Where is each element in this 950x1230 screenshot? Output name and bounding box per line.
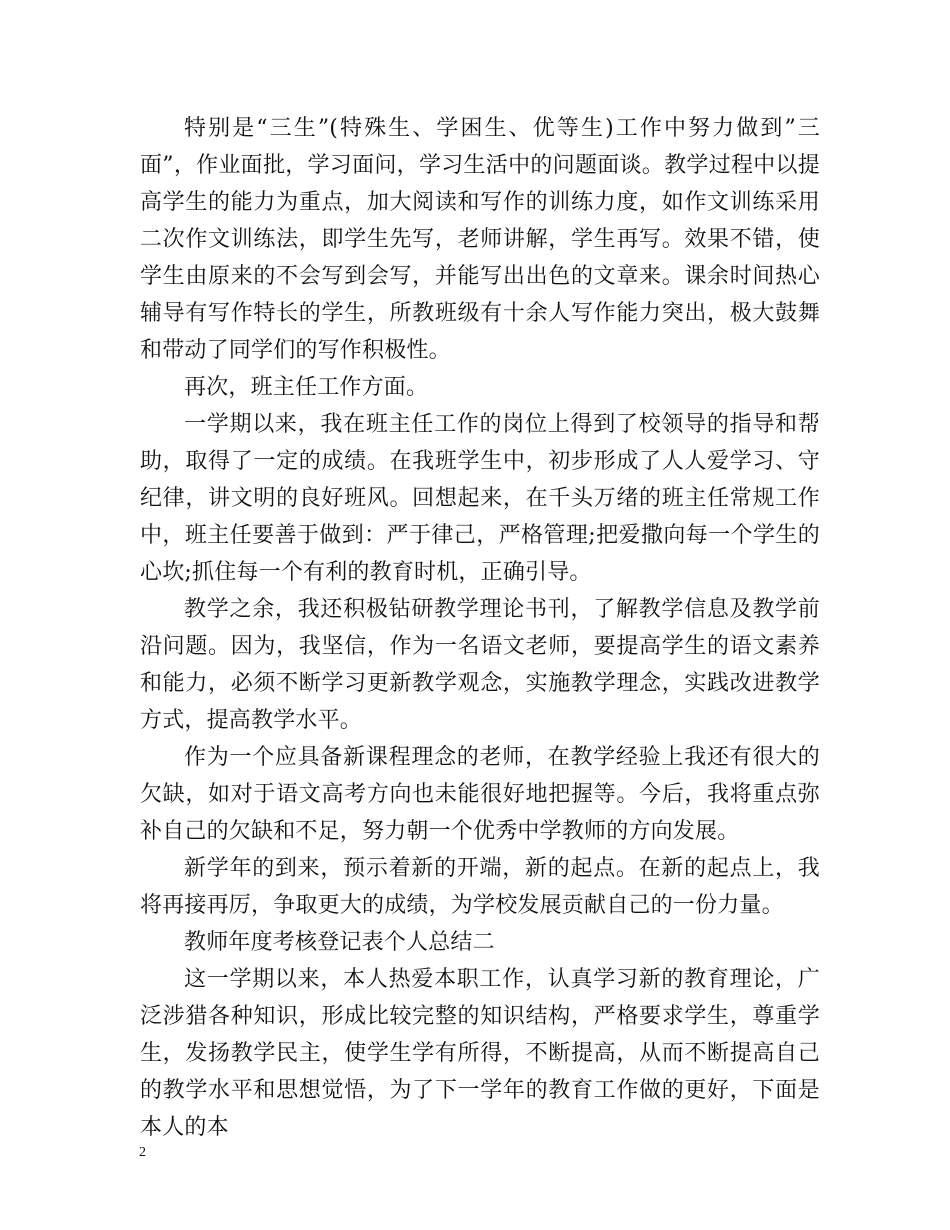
document-body [140,110,820,1146]
paragraph-class-teacher-work: 一学期以来，我在班主任工作的岗位上得到了校领导的指导和帮助，取得了一定的成绩。在我班学生中，初步形成了人人爱学习、守纪律，讲文明的良好班风。回想起来，在千头万绪的班主任常规工作中，班主任要善于做到：严于律己，严格管理;把爱撒向每一个学生的心坎;抓住每一个有利的教育时机，正确引导。 [140,412,820,585]
paragraph-class-teacher-heading: 再次，班主任工作方面。 [184,375,429,400]
section-title-summary-two: 教师年度考核登记表个人总结二 [184,930,495,955]
paragraph-three-sides-work: 特别是“三生”(特殊生、学困生、优等生)工作中努力做到”三面”，作业面批，学习面问，学习生活中的问题面谈。教学过程中以提高学生的能力为重点，加大阅读和写作的训练力度，如作文训练采用二次作文训练法，即学生先写，老师讲解，学生再写。效果不错，使学生由原来的不会写到会写，并能写出出色的文章来。课余时间热心辅导有写作特长的学生，所教班级有十余人写作能力突出，极大鼓舞和带动了同学们的写作积极性。 [140,116,820,363]
paragraph-new-year: 新学年的到来，预示着新的开端，新的起点。在新的起点上，我将再接再厉，争取更大的成绩，为学校发展贡献自己的一份力量。 [140,856,820,918]
paragraph-shortcomings: 作为一个应具备新课程理念的老师，在教学经验上我还有很大的欠缺，如对于语文高考方向也未能很好地把握等。今后，我将重点弥补自己的欠缺和不足，努力朝一个优秀中学教师的方向发展。 [140,745,820,844]
paragraph-summary-two-intro: 这一学期以来，本人热爱本职工作，认真学习新的教育理论，广泛涉猎各种知识，形成比较完整的知识结构，严格要求学生，尊重学生，发扬教学民主，使学生学有所得，不断提高，从而不断提高自己的教学水平和思想觉悟，为了下一学年的教育工作做的更好，下面是本人的本 [140,967,820,1140]
page-number: 2 [139,1145,146,1160]
paragraph-teaching-research: 教学之余，我还积极钻研教学理论书刊，了解教学信息及教学前沿问题。因为，我坚信，作为一名语文老师，要提高学生的语文素养和能力，必须不断学习更新教学观念，实施教学理念，实践改进教学方式，提高教学水平。 [140,597,820,733]
